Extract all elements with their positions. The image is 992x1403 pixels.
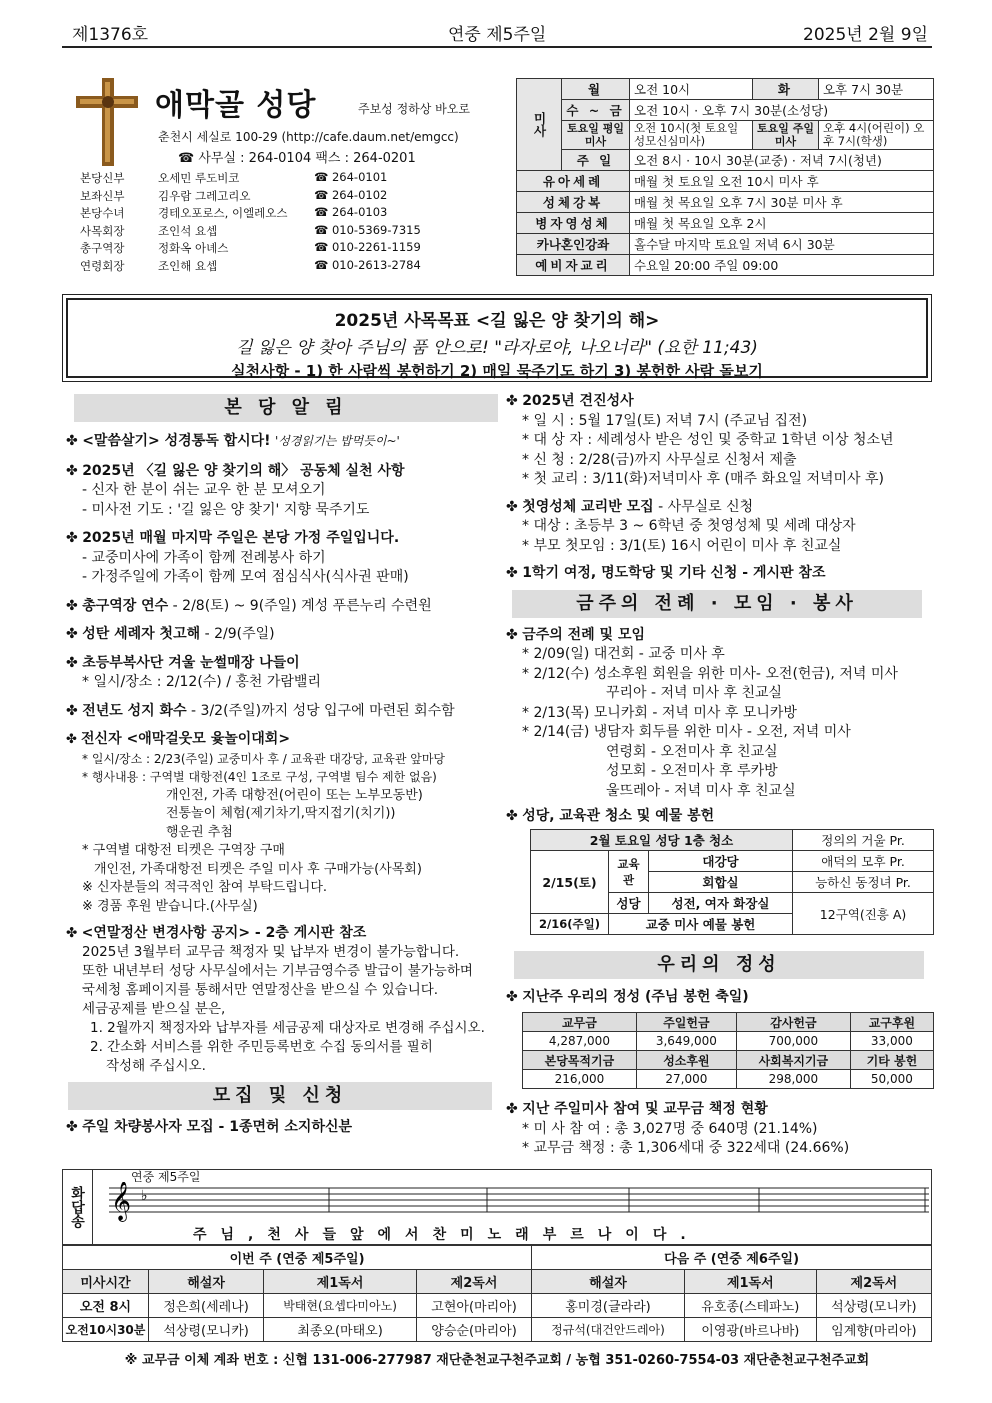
issue-number: 제1376호: [72, 25, 149, 45]
footer-account: ※ 교무금 이체 계좌 번호 : 신협 131-006-277987 재단춘천교구천주교회 / 농협 351-0260-7554-03 재단춘천교구천주교회: [124, 1353, 870, 1368]
notice-item: ✤ 2025년 매월 마지막 주일은 본당 가정 주일입니다. - 교중미사에 가족이 함께 전례봉사 하기 - 가정주일에 가족이 함께 모여 점심식사(식사권 판매): [66, 530, 409, 585]
parish-name: 애막골 성당: [155, 88, 317, 123]
notice-item: ✤ <말씀살기> 성경통독 합시다! '성경읽기는 밥먹듯이~': [66, 433, 400, 449]
left-column: [66, 394, 506, 1138]
staff-list: [80, 170, 440, 275]
notice-item: ✤ 전신자 <애막걸웃모 윷놀이대회> * 일시/장소 : 2/23(주일) 교중미사 후 / 교육관 대강당, 교육관 앞마당 * 행사내용 : 구역별 대항전(4인 1조로 구성, 구역별 팀수 제한 없음) 개인전, 가족 대항전(어린이 또는 노부모동반) 전통놀이 체험(제기차기,딱지접기(치기)) 행운권 추첨 * 구역별 대항전 티켓은 구역장 구매 개인전, 가족대항전 티켓은 주일 미사 후 구매가능(사목회) ※ 신자분들의 적극적인 참여 부탁드립니다. ※ 경품 후원 받습니다.(사무실): [66, 731, 446, 914]
music-staff: [99, 1182, 929, 1224]
cleaning-table: 2월 토요일 성당 1층 청소 정의의 거울 Pr. 2/15(토) 교육관 대강당 애덕의 모후 Pr. 회합실 능하신 동정녀 Pr. 성당 성전, 여자 화장실 12구역(진흥 A) 2/16(주일) 교중 미사 예물 봉헌: [530, 829, 934, 935]
notice-item: ✤ 주일 차량봉사자 모집 - 1종면허 소지하신분: [66, 1119, 353, 1135]
psalm-title: 연중 제5주일: [131, 1170, 201, 1184]
liturgical-week: 연중 제5주일: [448, 25, 547, 45]
parish-address: 춘천시 세실로 100-29 (http://cafe.daum.net/emgcc): [158, 130, 459, 144]
section-title-offerings: 우리의 정성: [514, 951, 924, 979]
notice-item: ✤ 초등부복사단 겨울 눈썰매장 나들이 * 일시/장소 : 2/12(수) / 홍천 가람밸리: [66, 654, 321, 690]
staff-row: 본당수녀 경테오포로스, 이엘레오스 ☎ 264-0103: [80, 205, 388, 220]
psalm-lyrics: 주님,천사들앞에서찬미노래부르나이다.: [193, 1227, 700, 1243]
goal-slogan: 길 잃은 양 찾아 주님의 품 안으로! "라자로야, 나오너라" (요한 11;43): [236, 338, 758, 358]
notice-item: ✤ 전년도 성지 화수 - 3/2(주일)까지 성당 입구에 마련된 회수함: [66, 702, 455, 719]
notice-item: ✤ 지난 주일미사 참여 및 교무금 책정 현황 * 미 사 참 여 : 총 3,027명 중 640명 (21.14%) * 교무금 책정 : 총 1,306세대 중 322세대 (24.66%): [506, 1101, 850, 1156]
svg-text:♭: ♭: [141, 1188, 148, 1204]
notice-item: ✤ 1학기 여정, 명도학당 및 기타 신청 - 게시판 참조: [506, 565, 826, 581]
goal-title: 2025년 사목목표 <길 잃은 양 찾기의 해>: [334, 311, 660, 331]
staff-row: 연령회장 조인해 요셉 ☎ 010-2613-2784: [80, 257, 421, 273]
staff-row: 보좌신부 김우람 그레고리오 ☎ 264-0102: [80, 187, 388, 203]
readers-table: 이번 주 (연중 제5주일) 다음 주 (연중 제6주일) 미사시간 해설자 제1독서 제2독서 해설자 제1독서 제2독서 오전 8시 정은희(세레나) 박태현(요셉다미아노) 고현아(마리아) 홍미경(글라라) 유호종(스테파노) 석상령(모니카) 오전10시30분 석상령(모니카) 최종오(마태오) 양승순(마리아) 정규석(대건안드레아) 이영광(바르나바) 임계향(마리아): [62, 1245, 932, 1342]
offerings-table: 교무금 주일헌금 감사헌금 교구후원 4,287,000 3,649,000 700,000 33,000 본당목적기금 성소후원 사회복지기금 기타 봉헌 216,000 27,000 298,000 50,000: [522, 1012, 934, 1089]
notice-item: ✤ 성당, 교육관 청소 및 예물 봉헌: [506, 808, 715, 824]
psalm-music: [62, 1169, 932, 1245]
staff-row: 본당신부 오세민 루도비코 ☎ 264-0101: [80, 170, 388, 185]
cross-logo-icon: [72, 76, 142, 168]
section-title-recruitment: 모집 및 신청: [68, 1082, 492, 1110]
notice-item: ✤ <연말정산 변경사항 공지> - 2층 게시판 참조 2025년 3월부터 교무금 책정자 및 납부자 변경이 불가능합니다. 또한 내년부터 성당 사무실에서는 기부금영수증 발급이 불가능하며 국세청 홈페이지를 통해서만 연말정산을 받으실 수 있습니다. 세금공제를 받으실 분은, 1. 2월까지 책정자와 납부자를 세금공제 대상자로 변경해 주십시오. 2. 간소화 서비스를 위한 주민등록번호 수집 동의서를 필히 작성해 주십시오.: [66, 925, 485, 1074]
parish-patron: 주보성 정하상 바오로: [358, 102, 470, 116]
parish-phone: ☎ 사무실 : 264-0104 팩스 : 264-0201: [178, 151, 416, 166]
goal-actions: 실천사항 - 1) 한 사람씩 봉헌하기 2) 매일 묵주기도 하기 3) 봉헌한 사람 돌보기: [231, 362, 763, 380]
notice-item: ✤ 2025년 견진성사 * 일 시 : 5월 17일(토) 저녁 7시 (주교님 집전) * 대 상 자 : 세례성사 받은 성인 및 중학교 1학년 이상 청소년 * 신 청 : 2/28(금)까지 사무실로 신청서 제출 * 첫 교리 : 3/11(화)저녁미사 후 (매주 화요일 저녁미사 후): [506, 393, 894, 487]
pastoral-goal-box: [66, 298, 928, 378]
mass-schedule-table: 미사 월 오전 10시 화 오후 7시 30분 수 ~ 금 오전 10시 · 오후 7시 30분(소성당) 토요일 평일미사 오전 10시(첫 토요일 성모신심미사) 토요일 주일미사 오후 4시(어린이) 오후 7시(학생) 주 일 오전 8시 · 10시 30분(교중) · 저녁 7시(청년) 유아세례 매월 첫 토요일 오전 10시 미사 후 성체강복 매월 첫 목요일 오후 7시 30분 미사 후 병자영성체 매월 첫 목요일 오후 2시 카나혼인강좌 홀수달 마지막 토요일 저녁 6시 30분 예비자교리 수요일 20:00 주일 09:00: [516, 78, 934, 276]
psalm-label: 화답송: [63, 1170, 93, 1244]
staff-row: 사목회장 조인석 요셉 ☎ 010-5369-7315: [80, 222, 421, 238]
right-column: [506, 392, 936, 827]
issue-date: 2025년 2월 9일: [803, 25, 928, 45]
section-title-weekly: 금주의 전례 · 모임 · 봉사: [512, 590, 922, 618]
notice-item: ✤ 총구역장 연수 - 2/8(토) ~ 9(주일) 계성 푸른누리 수련원: [66, 597, 432, 614]
notice-item: ✤ 금주의 전례 및 모임 * 2/09(일) 대건회 - 교중 미사 후 * 2/12(수) 성소후원 회원을 위한 미사- 오전(헌금), 저녁 미사 꾸리아 - 저녁 미사 후 친교실 * 2/13(목) 모니카회 - 저녁 미사 후 모니카방 * 2/14(금) 냉담자 회두를 위한 미사 - 오전, 저녁 미사 연령회 - 오전미사 후 친교실 성모회 - 오전미사 후 루카방 울뜨레아 - 저녁 미사 후 친교실: [506, 626, 898, 799]
svg-text:𝄞: 𝄞: [111, 1182, 132, 1221]
notice-item: ✤ 2025년 〈길 잃은 양 찾기의 해〉 공동체 실천 사항 - 신자 한 분이 쉬는 교우 한 분 모셔오기 - 미사전 기도 : '길 잃은 양 찾기' 지향 묵주기도: [66, 462, 405, 518]
notice-item: ✤ 성탄 세례자 첫고해 - 2/9(주일): [66, 626, 275, 642]
notice-item: ✤ 첫영성체 교리반 모집 - 사무실로 신청 * 대상 : 초등부 3 ~ 6학년 중 첫영성체 및 세례 대상자 * 부모 첫모임 : 3/1(토) 16시 어린이 미사 후 친교실: [506, 498, 856, 554]
section-title-announcements: 본 당 알 림: [74, 394, 498, 422]
notice-item: ✤ 지난주 우리의 정성 (주님 봉헌 축일): [506, 989, 749, 1005]
staff-row: 총구역장 정화옥 아녜스 ☎ 010-2261-1159: [80, 240, 421, 255]
issue-header: [62, 18, 932, 48]
